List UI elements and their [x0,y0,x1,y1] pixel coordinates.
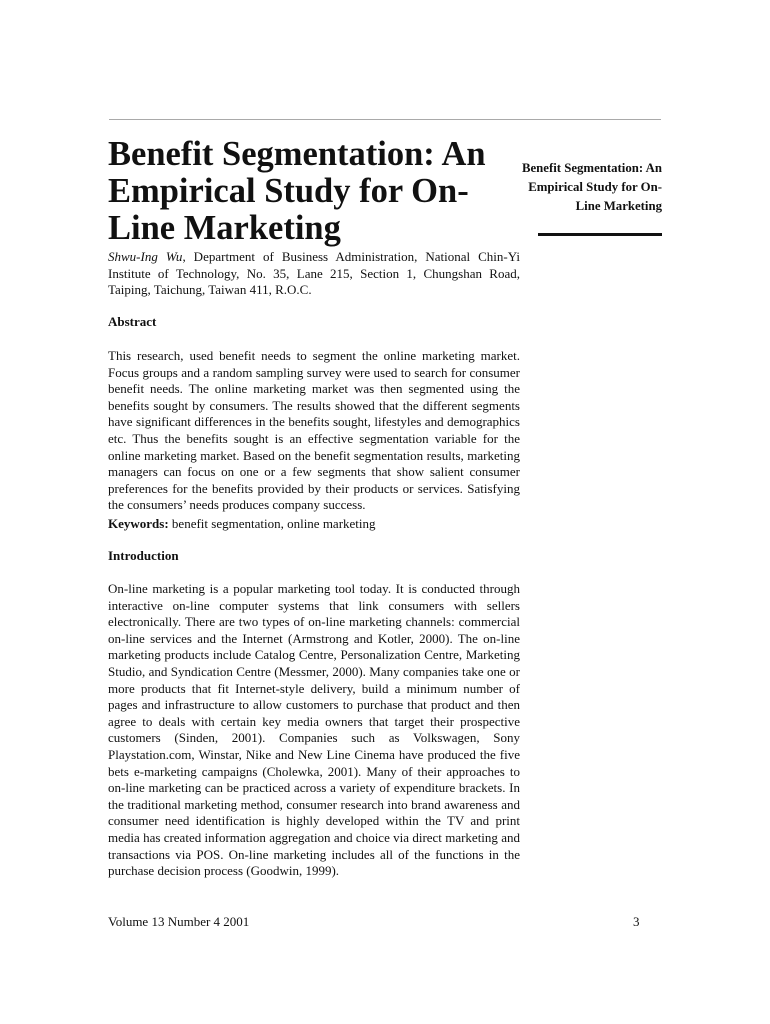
page-number: 3 [633,914,640,929]
running-head-sidebar [518,159,662,236]
affiliation-text: , Department of Business Administration, National Chin-Yi Institute of Technology, No. 35, Lane 215, Section 1, Chungshan Road, Taiping, Taichung, Taiwan 411, R.O.C. [108,249,520,298]
top-rule [109,119,661,120]
footer-volume: Volume 13 Number 4 2001 [108,914,250,929]
author-affiliation [108,249,520,299]
sidebar-title: Benefit Segmentation: An Empirical Study for On-Line Marketing [521,161,662,213]
sidebar-rule [538,233,662,236]
abstract-text: This research, used benefit needs to segment the online marketing market. Focus groups and a random sampling survey were used to search for consumer benefit needs. The online marketing market was then segmented using the benefits sought by consumers. The results showed that the different segments have significant differences in the benefits sought, lifestyles and demographics etc. Thus the benefits sought is an effective segmentation variable for the online marketing market. Based on the benefit segmentation results, marketing managers can focus on one or a few segments that show salient consumer preferences for the benefits provided by their products or services. Satisfying the consumers’ needs produces company success. [108,348,520,513]
keywords-text: benefit segmentation, online marketing [168,516,376,531]
author-name: Shwu-Ing Wu [108,249,183,264]
paper-title: Benefit Segmentation: An Empirical Study for On-Line Marketing [108,135,486,247]
introduction-text: On-line marketing is a popular marketing tool today. It is conducted through interactive on-line computer systems that link consumers with sellers electronically. There are two types of on-line marketing channels: commercial on-line services and the Internet (Armstrong and Kotler, 2000). The on-line marketing products include Catalog Centre, Personalization Centre, Marketing Studio, and Syndication Centre (Messmer, 2000). Many companies take one or more products that fit Internet-style delivery, build a minimum number of pages and infrastructure to allow customers to purchase that product and then agree to deals with certain key media owners that target their prospective customers (Sinden, 2001). Companies such as Volkswagen, Sony Playstation.com, Winstar, Nike and New Line Cinema have produced the five bets e-marketing campaigns (Cholewka, 2001). Many of their approaches to on-line marketing can be practiced across a variety of expenditure brackets. In the traditional marketing method, consumer research into brand awareness and consumer need identification is highly developed within the TV and print media has created information aggregation and choice via direct marketing and transactions via POS. On-line marketing includes all of the functions in the purchase decision process (Goodwin, 1999). [108,581,520,879]
abstract-heading: Abstract [108,314,157,329]
keywords-label: Keywords: [108,516,169,531]
keywords [108,516,520,533]
introduction-heading: Introduction [108,548,179,563]
